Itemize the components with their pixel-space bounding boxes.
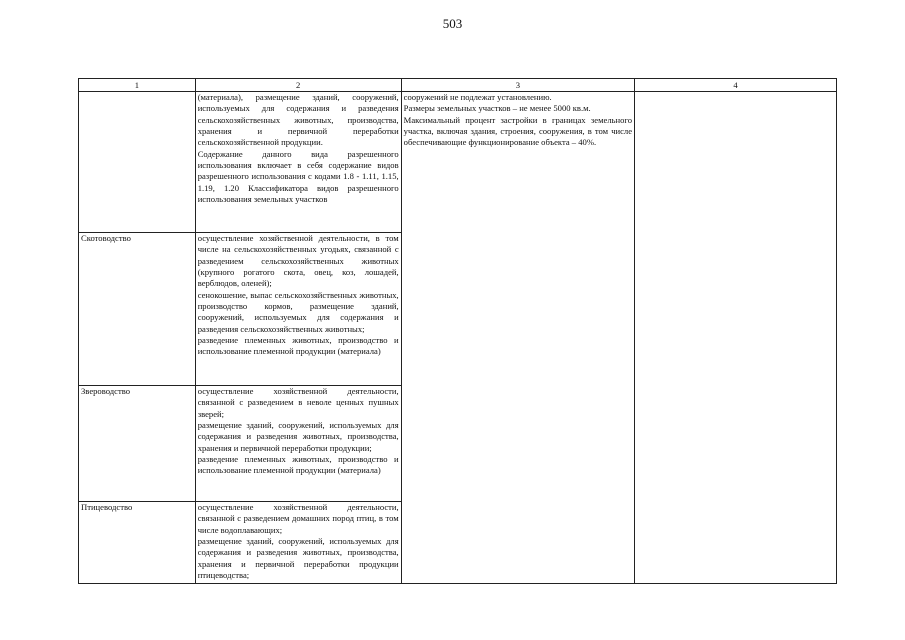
row-name-cell: Птицеводство bbox=[79, 502, 196, 584]
description-paragraph: осуществление хозяйственной деятельности, связанной с разведением домашних пород птиц, в том числе водоплавающих; bbox=[197, 502, 399, 535]
table-header-row bbox=[79, 79, 837, 92]
description-paragraph: осуществление хозяйственной деятельности, в том числе на сельскохозяйственных угодьях, связанной с разведением сельскохозяйственных животных (крупного рогатого скота, овец, коз, лошадей, верблюдов, оленей); bbox=[197, 233, 399, 289]
description-paragraph: осуществление хозяйственной деятельности, связанной с разведением в неволе ценных пушных зверей; bbox=[197, 386, 399, 419]
regulations-table bbox=[78, 78, 837, 584]
description-paragraph: размещение зданий, сооружений, используемых для содержания и разведения животных, производства, хранения и первичной переработки продукции птицеводства; bbox=[197, 536, 399, 581]
row-name-cell: Скотоводство bbox=[79, 233, 196, 386]
parameter-line: Максимальный процент застройки в границах земельного участка, включая здания, строения, сооружения, в том числе обеспечивающие функционирование объекта – 40%. bbox=[403, 114, 633, 148]
description-paragraph: Содержание данного вида разрешенного использования включает в себя содержание видов разрешенного использования с кодами 1.8 - 1.11, 1.15, 1.19, 1.20 Классификатора видов разрешенного использования земельных участков bbox=[197, 148, 399, 205]
row-description-cell bbox=[195, 92, 401, 233]
row-description-cell bbox=[195, 233, 401, 386]
table-row bbox=[79, 92, 837, 233]
description-paragraph: сенокошение, выпас сельскохозяйственных животных, производство кормов, размещение зданий, сооружений, используемых для содержания и разведения сельскохозяйственных животных; bbox=[197, 289, 399, 334]
row-description-cell bbox=[195, 386, 401, 502]
column-header-2: 2 bbox=[195, 79, 401, 92]
row-name-cell: Звероводство bbox=[79, 386, 196, 502]
parameter-line: сооружений не подлежат установлению. bbox=[403, 92, 552, 102]
row-description-cell bbox=[195, 502, 401, 584]
column-4-cell bbox=[635, 92, 837, 584]
row-name-cell bbox=[79, 92, 196, 233]
description-paragraph: размещение зданий, сооружений, используемых для содержания и разведения животных, производства, хранения и первичной переработки продукции; bbox=[197, 420, 399, 453]
column-header-4: 4 bbox=[635, 79, 837, 92]
description-paragraph: разведение племенных животных, производство и использование племенной продукции (материала) bbox=[197, 454, 399, 476]
parameter-line: Размеры земельных участков – не менее 5000 кв.м. bbox=[403, 103, 591, 114]
column-header-3: 3 bbox=[401, 79, 634, 92]
description-paragraph: (материала), размещение зданий, сооружений, используемых для содержания и разведения сельскохозяйственных животных, производства, хранения и первичной переработки сельскохозяйственной продукции. bbox=[197, 92, 399, 148]
parameters-cell bbox=[401, 92, 634, 584]
description-paragraph: разведение племенных животных, производство и использование племенной продукции (материала) bbox=[197, 335, 399, 357]
column-header-1: 1 bbox=[79, 79, 196, 92]
page-number: 503 bbox=[442, 16, 463, 31]
